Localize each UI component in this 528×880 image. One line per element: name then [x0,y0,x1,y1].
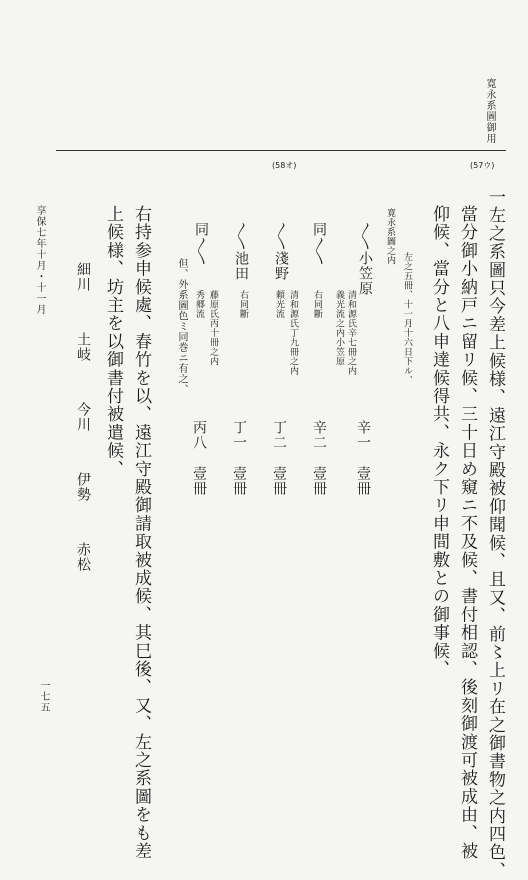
closing-line-1: 右持参申候處、春竹を以、遠江守殿御請取被成候、其巳後、又、左之系圖をも差 [131,205,151,861]
entry-1-vol: 辛一 [355,420,371,450]
signer-5: 赤松 [75,542,91,572]
entry-4-count: 壹冊 [231,466,247,496]
header-rule [56,150,506,151]
entry-5-sub2: 秀郷流 [194,290,204,319]
body-line-3: 仰候、當分と八申達候得共、永ク下リ申間敷との御事候、 [429,205,449,679]
signer-2: 土岐 [75,332,91,362]
entry-2-vol: 辛二 [311,420,327,450]
note-title: 寛永系圖之内 [385,208,395,265]
date-line: 享保七年十月・十一月 [34,205,45,315]
entry-3-name: 〳〵淺野 [273,222,289,281]
entry-5-sub1: 藤原氏丙十冊之内 [208,290,218,366]
note-date: 左之五冊、十一月十六日下ル、 [402,252,412,385]
entry-3-sub2: 頼光流 [274,290,284,319]
page-mark-right: (57ウ) [470,161,495,170]
signer-1: 細川 [75,262,91,292]
page-mark-left: (58オ) [272,161,297,170]
running-title: 寛永系圖御用 [484,78,495,144]
body-line-2: 當分御小納戸ニ留リ候、三十日め窺ニ不及候、書付相認、後刻御渡可被成由、被 [457,205,477,861]
entry-4-name: 〳〵池田 [233,222,249,281]
closing-line-2: 上候様、坊主を以御書付被遣候、 [103,205,123,478]
entry-3-sub1: 清和源氏丁九冊之内 [288,290,298,376]
entry-5-name: 同〳〵 [193,222,209,266]
entry-2-count: 壹冊 [311,466,327,496]
signer-4: 伊勢 [75,472,91,502]
entry-1-count: 壹冊 [355,466,371,496]
entry-3-vol: 丁二 [271,420,287,450]
signer-3: 今川 [75,402,91,432]
entry-1-sub2: 義光流之内小笠原 [334,290,344,366]
extra-note: 但、外系圖色ミ同巻ニ有之、 [176,258,187,395]
entry-3-count: 壹冊 [271,466,287,496]
entry-2-sub1: 右同斷 [312,290,322,319]
entry-4-sub1: 右同斷 [238,290,248,319]
body-line-1: 一左之系圖只今差上候様、遠江守殿被仰聞候、且又、前〻上リ在之御書物之内四色、 [485,188,505,880]
entry-2-name: 同〳〵 [311,222,327,266]
entry-4-vol: 丁一 [231,420,247,450]
page-number: 一七五 [38,680,49,713]
entry-5-vol: 丙八 [191,420,207,450]
entry-5-count: 壹冊 [191,466,207,496]
entry-1-name: 〳〵小笠原 [357,222,373,296]
entry-1-sub1: 清和源氏辛七冊之内 [346,290,356,376]
